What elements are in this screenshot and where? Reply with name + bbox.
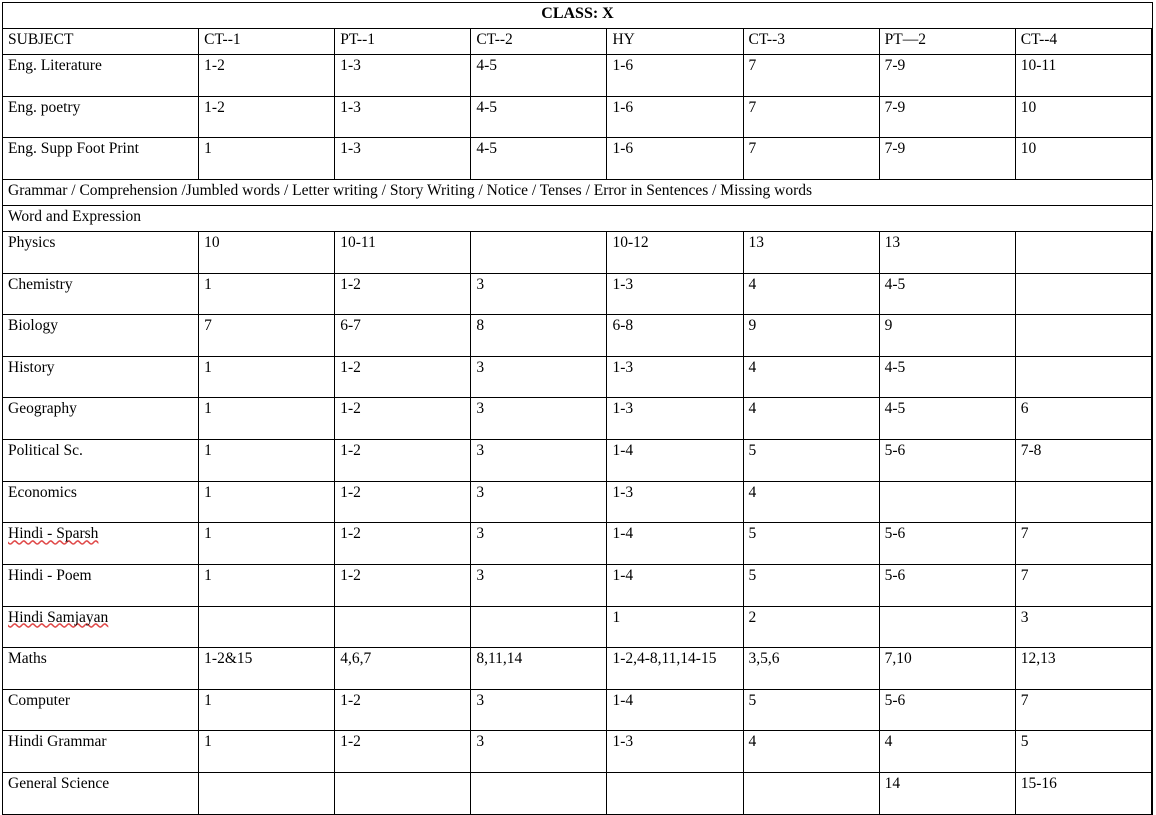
cell-ae — [1151, 273, 1152, 315]
table-row — [3, 606, 1153, 648]
cell-hy — [607, 773, 743, 815]
cell-hy: 1-6 — [607, 55, 743, 97]
cell-ae — [1151, 231, 1152, 273]
cell-ct-1: 1 — [199, 523, 335, 565]
table-row — [3, 523, 1153, 565]
cell-ct-3: 9 — [743, 315, 879, 357]
cell-ae — [1151, 689, 1152, 731]
cell-ct-4: 7 — [1015, 523, 1151, 565]
cell-ct-4 — [1015, 273, 1151, 315]
cell-ae — [1151, 356, 1152, 398]
cell-pt-2: 4-5 — [879, 273, 1015, 315]
cell-ct-2: 8,11,14 — [471, 648, 607, 690]
subject-name-text: Hindi Samjayan — [8, 608, 109, 626]
cell-ct-4 — [1015, 481, 1151, 523]
cell-ct-2 — [471, 231, 607, 273]
subject-name: Physics — [3, 231, 199, 273]
cell-hy: 10-12 — [607, 231, 743, 273]
column-header-ct-4: CT--4 — [1015, 29, 1151, 55]
cell-pt-1: 4,6,7 — [335, 648, 471, 690]
cell-hy: 1-3 — [607, 481, 743, 523]
cell-ae — [1151, 773, 1152, 815]
cell-ct-1: 1 — [199, 440, 335, 482]
cell-pt-2: 5-6 — [879, 564, 1015, 606]
cell-ct-2: 8 — [471, 315, 607, 357]
cell-pt-1: 1-3 — [335, 96, 471, 138]
cell-pt-2: 14 — [879, 773, 1015, 815]
cell-pt-2: 7-9 — [879, 55, 1015, 97]
cell-pt-1: 6-7 — [335, 315, 471, 357]
cell-ct-1: 7 — [199, 315, 335, 357]
cell-ae — [1151, 440, 1152, 482]
column-header-ct-3: CT--3 — [743, 29, 879, 55]
table-row — [3, 440, 1153, 482]
cell-pt-2: 4-5 — [879, 398, 1015, 440]
cell-ct-3: 4 — [743, 273, 879, 315]
cell-ct-3: 4 — [743, 398, 879, 440]
cell-pt-1: 1-3 — [335, 138, 471, 180]
cell-ct-3: 7 — [743, 55, 879, 97]
cell-pt-1 — [335, 773, 471, 815]
column-header-row — [3, 29, 1153, 55]
table-row — [3, 273, 1153, 315]
subject-name — [3, 606, 199, 648]
cell-ct-1 — [199, 606, 335, 648]
cell-ct-3: 5 — [743, 564, 879, 606]
cell-ct-3 — [743, 773, 879, 815]
cell-hy: 1-3 — [607, 356, 743, 398]
document-sheet — [0, 2, 1156, 792]
cell-ae — [1151, 96, 1152, 138]
subject-name: General Science — [3, 773, 199, 815]
cell-hy: 1-2,4-8,11,14-15 — [607, 648, 743, 690]
subject-name: Hindi Grammar — [3, 731, 199, 773]
cell-hy: 1-3 — [607, 398, 743, 440]
cell-ct-3: 2 — [743, 606, 879, 648]
cell-hy: 1-4 — [607, 564, 743, 606]
subject-name: Computer — [3, 689, 199, 731]
cell-ct-1: 1 — [199, 731, 335, 773]
cell-hy: 1-6 — [607, 96, 743, 138]
cell-ct-1: 1 — [199, 138, 335, 180]
cell-pt-1: 1-2 — [335, 523, 471, 565]
cell-pt-1: 1-2 — [335, 273, 471, 315]
cell-ct-3: 4 — [743, 356, 879, 398]
cell-ae — [1151, 315, 1152, 357]
cell-ct-1: 1-2 — [199, 96, 335, 138]
subject-name: Geography — [3, 398, 199, 440]
column-header-pt-1: PT--1 — [335, 29, 471, 55]
cell-ae — [1151, 564, 1152, 606]
cell-pt-2: 7,10 — [879, 648, 1015, 690]
cell-hy: 1 — [607, 606, 743, 648]
cell-ct-4: 10-11 — [1015, 55, 1151, 97]
subject-name: Economics — [3, 481, 199, 523]
cell-ct-3: 7 — [743, 138, 879, 180]
cell-ct-4 — [1015, 231, 1151, 273]
cell-ct-2: 4-5 — [471, 55, 607, 97]
cell-hy: 1-3 — [607, 273, 743, 315]
page-title: CLASS: X — [3, 3, 1153, 29]
cell-hy: 1-4 — [607, 689, 743, 731]
cell-ct-4: 10 — [1015, 96, 1151, 138]
cell-hy: 1-6 — [607, 138, 743, 180]
cell-pt-1: 1-3 — [335, 55, 471, 97]
cell-hy: 1-4 — [607, 523, 743, 565]
cell-hy: 1-4 — [607, 440, 743, 482]
cell-pt-1: 1-2 — [335, 481, 471, 523]
table-row — [3, 731, 1153, 773]
cell-ct-1: 1-2&15 — [199, 648, 335, 690]
subject-name: Political Sc. — [3, 440, 199, 482]
cell-pt-2: 5-6 — [879, 689, 1015, 731]
cell-pt-2: 7-9 — [879, 138, 1015, 180]
cell-ct-2 — [471, 773, 607, 815]
cell-pt-2 — [879, 606, 1015, 648]
table-row — [3, 773, 1153, 815]
cell-ct-4: 7-8 — [1015, 440, 1151, 482]
cell-ct-3: 13 — [743, 231, 879, 273]
cell-ct-1: 10 — [199, 231, 335, 273]
cell-ct-1: 1 — [199, 689, 335, 731]
cell-ct-2: 3 — [471, 731, 607, 773]
cell-ct-3: 3,5,6 — [743, 648, 879, 690]
cell-pt-1: 1-2 — [335, 398, 471, 440]
cell-ct-4: 10 — [1015, 138, 1151, 180]
cell-ae — [1151, 606, 1152, 648]
cell-ct-4: 7 — [1015, 564, 1151, 606]
cell-ct-3: 5 — [743, 689, 879, 731]
table-row — [3, 689, 1153, 731]
syllabus-table — [2, 2, 1153, 815]
cell-ct-2: 3 — [471, 440, 607, 482]
cell-ct-4: 12,13 — [1015, 648, 1151, 690]
cell-pt-2 — [879, 481, 1015, 523]
cell-ae — [1151, 648, 1152, 690]
cell-pt-1: 1-2 — [335, 440, 471, 482]
cell-pt-1: 1-2 — [335, 356, 471, 398]
cell-hy: 1-3 — [607, 731, 743, 773]
cell-ct-1 — [199, 773, 335, 815]
table-row — [3, 96, 1153, 138]
cell-ct-1: 1 — [199, 481, 335, 523]
cell-pt-1 — [335, 606, 471, 648]
cell-ae — [1151, 523, 1152, 565]
cell-ct-2: 3 — [471, 523, 607, 565]
cell-pt-2: 9 — [879, 315, 1015, 357]
column-header-hy: HY — [607, 29, 743, 55]
cell-ct-4 — [1015, 356, 1151, 398]
table-row — [3, 398, 1153, 440]
cell-ct-1: 1 — [199, 273, 335, 315]
cell-pt-2: 4 — [879, 731, 1015, 773]
subject-name: Biology — [3, 315, 199, 357]
table-row — [3, 55, 1153, 97]
syllabus-table-body — [3, 3, 1153, 815]
cell-ct-2: 3 — [471, 564, 607, 606]
subject-name-text: Hindi - Sparsh — [8, 525, 99, 543]
cell-ct-3: 4 — [743, 731, 879, 773]
cell-ct-4: 6 — [1015, 398, 1151, 440]
cell-ct-2: 3 — [471, 273, 607, 315]
cell-hy: 6-8 — [607, 315, 743, 357]
column-header-ct-1: CT--1 — [199, 29, 335, 55]
cell-ct-3: 7 — [743, 96, 879, 138]
cell-pt-2: 7-9 — [879, 96, 1015, 138]
cell-pt-1: 1-2 — [335, 689, 471, 731]
cell-ct-4: 15-16 — [1015, 773, 1151, 815]
column-header-ct-2: CT--2 — [471, 29, 607, 55]
note-row-word-expression — [3, 205, 1153, 231]
subject-name: History — [3, 356, 199, 398]
cell-pt-2: 5-6 — [879, 440, 1015, 482]
cell-ct-3: 5 — [743, 440, 879, 482]
subject-name — [3, 523, 199, 565]
cell-ct-2 — [471, 606, 607, 648]
cell-pt-2: 13 — [879, 231, 1015, 273]
cell-ct-2: 4-5 — [471, 138, 607, 180]
subject-name: Eng. poetry — [3, 96, 199, 138]
subject-name: Eng. Supp Foot Print — [3, 138, 199, 180]
cell-ct-1: 1 — [199, 356, 335, 398]
subject-name: Maths — [3, 648, 199, 690]
cell-pt-2: 5-6 — [879, 523, 1015, 565]
title-row — [3, 3, 1153, 29]
cell-ct-2: 3 — [471, 356, 607, 398]
cell-ct-1: 1-2 — [199, 55, 335, 97]
cell-pt-1: 1-2 — [335, 564, 471, 606]
cell-ct-2: 4-5 — [471, 96, 607, 138]
table-row — [3, 648, 1153, 690]
table-row — [3, 481, 1153, 523]
note-text: Grammar / Comprehension /Jumbled words / Letter writing / Story Writing / Notice / Tenses / Error in Sentences / Missing words — [3, 179, 1153, 205]
cell-ct-1: 1 — [199, 564, 335, 606]
subject-name: Hindi - Poem — [3, 564, 199, 606]
table-row — [3, 231, 1153, 273]
cell-ct-2: 3 — [471, 481, 607, 523]
subject-name: Chemistry — [3, 273, 199, 315]
cell-ae — [1151, 481, 1152, 523]
column-header-ae — [1151, 29, 1152, 55]
cell-ae — [1151, 398, 1152, 440]
cell-pt-1: 10-11 — [335, 231, 471, 273]
cell-ae — [1151, 55, 1152, 97]
subject-name: Eng. Literature — [3, 55, 199, 97]
cell-ct-3: 5 — [743, 523, 879, 565]
table-row — [3, 138, 1153, 180]
note-row-grammar — [3, 179, 1153, 205]
table-row — [3, 356, 1153, 398]
cell-ct-2: 3 — [471, 689, 607, 731]
cell-pt-1: 1-2 — [335, 731, 471, 773]
cell-ct-4: 5 — [1015, 731, 1151, 773]
cell-ct-4: 3 — [1015, 606, 1151, 648]
cell-ct-2: 3 — [471, 398, 607, 440]
table-row — [3, 564, 1153, 606]
cell-ae — [1151, 731, 1152, 773]
table-row — [3, 315, 1153, 357]
cell-ae — [1151, 138, 1152, 180]
column-header-pt-2: PT—2 — [879, 29, 1015, 55]
cell-ct-4: 7 — [1015, 689, 1151, 731]
cell-ct-1: 1 — [199, 398, 335, 440]
column-header-subject: SUBJECT — [3, 29, 199, 55]
cell-pt-2: 4-5 — [879, 356, 1015, 398]
cell-ct-3: 4 — [743, 481, 879, 523]
cell-ct-4 — [1015, 315, 1151, 357]
note-text: Word and Expression — [3, 205, 1153, 231]
